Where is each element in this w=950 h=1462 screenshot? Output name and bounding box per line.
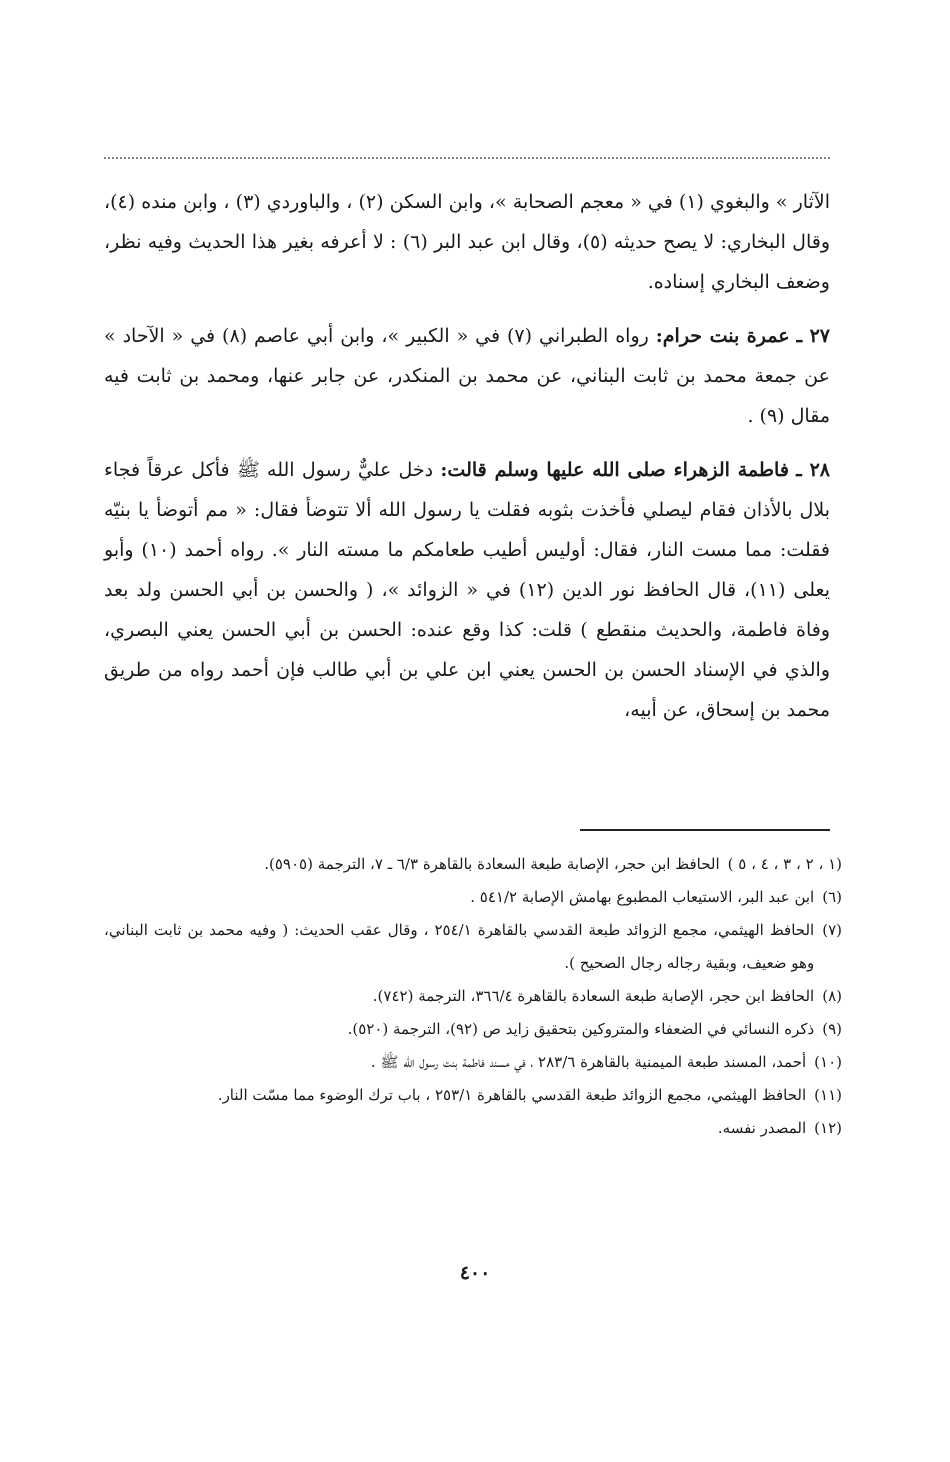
footnote (104, 1112, 842, 1145)
entry-28 (104, 450, 830, 730)
footnote-text: ابن عبد البر، الاستيعاب المطبوع بهامش الإصابة ٥٤١/٢ . (470, 888, 815, 906)
entry-text: دخل عليٌّ رسول الله ﷺ فأكل عرقاً فجاء بلال بالأذان فقام ليصلي فأخذت بثوبه فقلت يا رسول الله ألا تتوضأ فقال: « مم أتوضأ يا بنيّه فقلت: مما مست النار، فقال: أوليس أطيب طعامكم ما مسته النار ». رواه أحمد (١٠) وأبو يعلى (١١)، قال الحافظ نور الدين (١٢) في « الزوائد »، ( والحسن بن أبي الحسن ولد بعد وفاة فاطمة، والحديث منقطع ) قلت: كذا وقع عنده: الحسن بن أبي الحسن يعني البصري، والذي في الإسناد الحسن بن الحسن يعني ابن علي بن أبي طالب فإن أحمد رواه من طريق محمد بن إسحاق، عن أبيه، (104, 459, 830, 721)
footnote (104, 914, 842, 980)
footnote-text: الحافظ الهيثمي، مجمع الزوائد طبعة القدسي بالقاهرة ٢٥٣/١ ، باب ترك الوضوء مما مسّت النار. (217, 1086, 807, 1104)
footnote-number: (١٠) (814, 1053, 842, 1071)
footnote-number: (١١) (814, 1086, 842, 1104)
footnote (104, 980, 842, 1013)
entry-number: ٢٧ ـ (796, 325, 830, 347)
footnote-separator (580, 829, 830, 831)
footnote-text: الحافظ الهيثمي، مجمع الزوائد طبعة القدسي بالقاهرة ٢٥٤/١ ، وقال عقب الحديث: ( وفيه محمد بن ثابت البناني، وهو ضعيف، وبقية رجاله رجال الصحيح ). (104, 921, 815, 972)
footnote (104, 848, 842, 881)
paragraph-continuation (104, 182, 830, 302)
footnote-number: (٦) (822, 888, 842, 906)
entry-number: ٢٨ ـ (796, 459, 830, 481)
entry-heading: فاطمة الزهراء صلى الله عليها وسلم قالت: (440, 459, 789, 481)
footnote-number: (١٢) (814, 1119, 842, 1137)
page-number: ٤٠٠ (459, 1262, 491, 1284)
paragraph-text: الآثار » والبغوي (١) في « معجم الصحابة »، وابن السكن (٢) ، والباوردي (٣) ، وابن منده (٤)، وقال البخاري: لا يصح حديثه (٥)، وقال ابن عبد البر (٦) : لا أعرفه بغير هذا الحديث وفيه نظر، وضعف البخاري إسناده. (104, 191, 830, 293)
entry-text: رواه الطبراني (٧) في « الكبير »، وابن أبي عاصم (٨) في « الآحاد » عن جمعة محمد بن ثابت البناني، عن محمد بن المنكدر، عن جابر عنها، ومحمد بن ثابت فيه مقال (٩) . (104, 325, 830, 427)
footnote (104, 881, 842, 914)
footnote-number: (٧) (822, 921, 842, 939)
header-dotted-rule (104, 157, 830, 159)
footnotes (104, 848, 842, 1145)
entry-heading: عمرة بنت حرام: (655, 325, 790, 347)
footnote (104, 1079, 842, 1112)
footnote-number: (٩) (822, 1020, 842, 1038)
footnote-text: الحافظ ابن حجر، الإصابة طبعة السعادة بالقاهرة ٣٦٦/٤، الترجمة (٧٤٢). (372, 987, 815, 1005)
footnote-text: أحمد، المسند طبعة الميمنية بالقاهرة ٢٨٣/٦ ، في مسند فاطمة بنت رسول الله ﷺ . (370, 1053, 807, 1071)
footnote-text: المصدر نفسه. (717, 1119, 807, 1137)
footnote-number: (١ ، ٢ ، ٣ ، ٤ ، ٥ ) (727, 855, 842, 873)
footnote-text: ذكره النسائي في الضعفاء والمتروكين بتحقيق زايد ص (٩٢)، الترجمة (٥٢٠). (347, 1020, 815, 1038)
footnote (104, 1013, 842, 1046)
footnote-text: الحافظ ابن حجر، الإصابة طبعة السعادة بالقاهرة ٦/٣ ـ ٧، الترجمة (٥٩٠٥). (264, 855, 720, 873)
entry-27 (104, 316, 830, 436)
footnote-number: (٨) (822, 987, 842, 1005)
footnote (104, 1046, 842, 1079)
main-text (104, 182, 830, 744)
